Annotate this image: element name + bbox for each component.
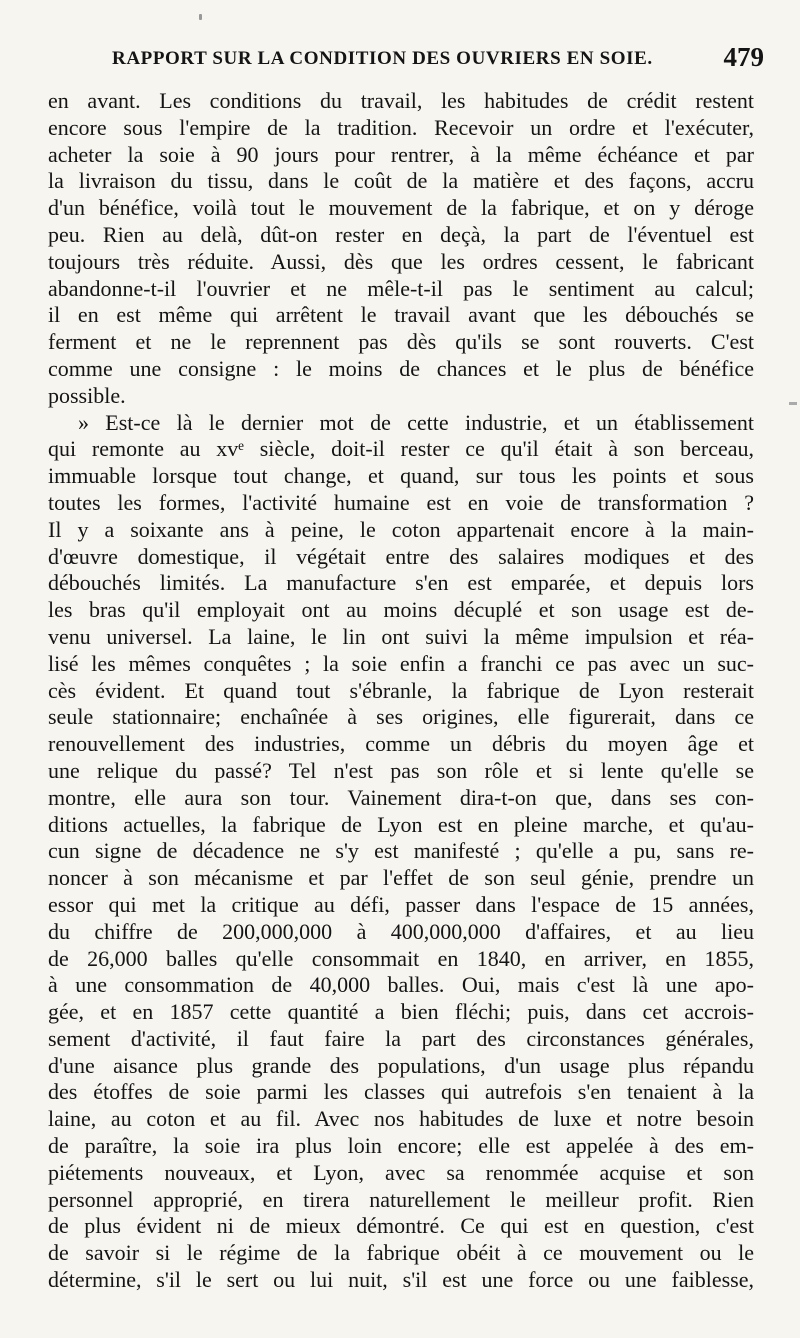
text-line: une relique du passé? Tel n'est pas son rôle et si lente qu'elle se bbox=[48, 757, 754, 783]
running-title: RAPPORT SUR LA CONDITION DES OUVRIERS EN SOIE. bbox=[112, 48, 653, 69]
text-line: gée, et en 1857 cette quantité a bien fléchi; puis, dans cet accrois- bbox=[48, 999, 754, 1025]
text-line: qui remonte au xvᵉ siècle, doit-il rester ce qu'il était à son berceau, bbox=[48, 436, 754, 462]
text-line: montre, elle aura son tour. Vainement dira-t-on que, dans ses con- bbox=[48, 784, 754, 810]
text-line: en avant. Les conditions du travail, les habitudes de crédit restent bbox=[48, 88, 754, 113]
text-line: les bras qu'il employait ont au moins décuplé et son usage est de- bbox=[48, 597, 754, 623]
paragraph-end-line: possible. bbox=[48, 382, 126, 408]
text-line: débouchés limités. La manufacture s'en est emparée, et depuis lors bbox=[48, 570, 754, 596]
text-line: immuable lorsque tout change, et quand, sur tous les points et sous bbox=[48, 463, 754, 489]
text-line: la livraison du tissu, dans le coût de la matière et des façons, accru bbox=[48, 168, 754, 194]
text-line: de plus évident ni de mieux démontré. Ce qui est en question, c'est bbox=[48, 1213, 754, 1239]
text-line: lisé les mêmes conquêtes ; la soie enfin a franchi ce pas avec un suc- bbox=[48, 650, 754, 676]
text-line: seule stationnaire; enchaînée à ses origines, elle figurerait, dans ce bbox=[48, 704, 754, 730]
text-line: il en est même qui arrêtent le travail avant que les débouchés se bbox=[48, 302, 754, 328]
page-number: 479 bbox=[723, 42, 764, 72]
text-line: Il y a soixante ans à peine, le coton appartenait encore à la main- bbox=[48, 516, 754, 542]
text-line: ditions actuelles, la fabrique de Lyon est en pleine marche, et qu'au- bbox=[48, 811, 754, 837]
text-line: piétements nouveaux, et Lyon, avec sa renommée acquise et son bbox=[48, 1159, 754, 1185]
text-line: noncer à son mécanisme et par l'effet de son seul génie, prendre un bbox=[48, 865, 754, 891]
text-line: d'un bénéfice, voilà tout le mouvement de la fabrique, et on y déroge bbox=[48, 195, 754, 221]
text-line: personnel approprié, en tirera naturellement le meilleur profit. Rien bbox=[48, 1186, 754, 1212]
page-speck bbox=[199, 14, 202, 20]
text-line: acheter la soie à 90 jours pour rentrer, à la même échéance et par bbox=[48, 141, 754, 167]
text-line: cun signe de décadence ne s'y est manifesté ; qu'elle a pu, sans re- bbox=[48, 838, 754, 864]
text-line: toujours très réduite. Aussi, dès que les ordres cessent, le fabricant bbox=[48, 248, 754, 274]
text-line: cès évident. Et quand tout s'ébranle, la fabrique de Lyon resterait bbox=[48, 677, 754, 703]
paragraph-start-line: » Est-ce là le dernier mot de cette industrie, et un établissement bbox=[78, 409, 754, 435]
text-line: peu. Rien au delà, dût-on rester en deçà, la part de l'éventuel est bbox=[48, 221, 754, 247]
running-header bbox=[112, 42, 764, 78]
text-line: toutes les formes, l'activité humaine est en voie de transformation ? bbox=[48, 489, 754, 515]
text-line: de paraître, la soie ira plus loin encore; elle est appelée à des em- bbox=[48, 1133, 754, 1159]
text-line: comme une consigne : le moins de chances et le plus de bénéfice bbox=[48, 355, 754, 381]
text-line: sement d'activité, il faut faire la part des circonstances générales, bbox=[48, 1025, 754, 1051]
text-line: d'œuvre domestique, il végétait entre des salaires modiques et des bbox=[48, 543, 754, 569]
text-line: de savoir si le régime de la fabrique obéit à ce mouvement ou le bbox=[48, 1240, 754, 1266]
text-line: des étoffes de soie parmi les classes qui autrefois s'en tenaient à la bbox=[48, 1079, 754, 1105]
text-line: à une consommation de 40,000 balles. Oui, mais c'est là une apo- bbox=[48, 972, 754, 998]
text-line: de 26,000 balles qu'elle consommait en 1840, en arriver, en 1855, bbox=[48, 945, 754, 971]
margin-mark bbox=[789, 402, 797, 405]
text-line: encore sous l'empire de la tradition. Recevoir un ordre et l'exécuter, bbox=[48, 114, 754, 140]
text-line: du chiffre de 200,000,000 à 400,000,000 d'affaires, et au lieu bbox=[48, 918, 754, 944]
text-line: venu universel. La laine, le lin ont suivi la même impulsion et réa- bbox=[48, 623, 754, 649]
body-text bbox=[48, 88, 754, 1294]
text-line: détermine, s'il le sert ou lui nuit, s'il est une force ou une faiblesse, bbox=[48, 1267, 754, 1293]
text-line: essor qui met la critique au défi, passer dans l'espace de 15 années, bbox=[48, 891, 754, 917]
text-line: abandonne-t-il l'ouvrier et ne mêle-t-il pas le sentiment au calcul; bbox=[48, 275, 754, 301]
text-line: laine, au coton et au fil. Avec nos habitudes de luxe et notre besoin bbox=[48, 1106, 754, 1132]
text-line: d'une aisance plus grande des populations, d'un usage plus répandu bbox=[48, 1052, 754, 1078]
text-line: ferment et ne le reprennent pas dès qu'ils se sont rouverts. C'est bbox=[48, 329, 754, 355]
text-line: renouvellement des industries, comme un débris du moyen âge et bbox=[48, 731, 754, 757]
